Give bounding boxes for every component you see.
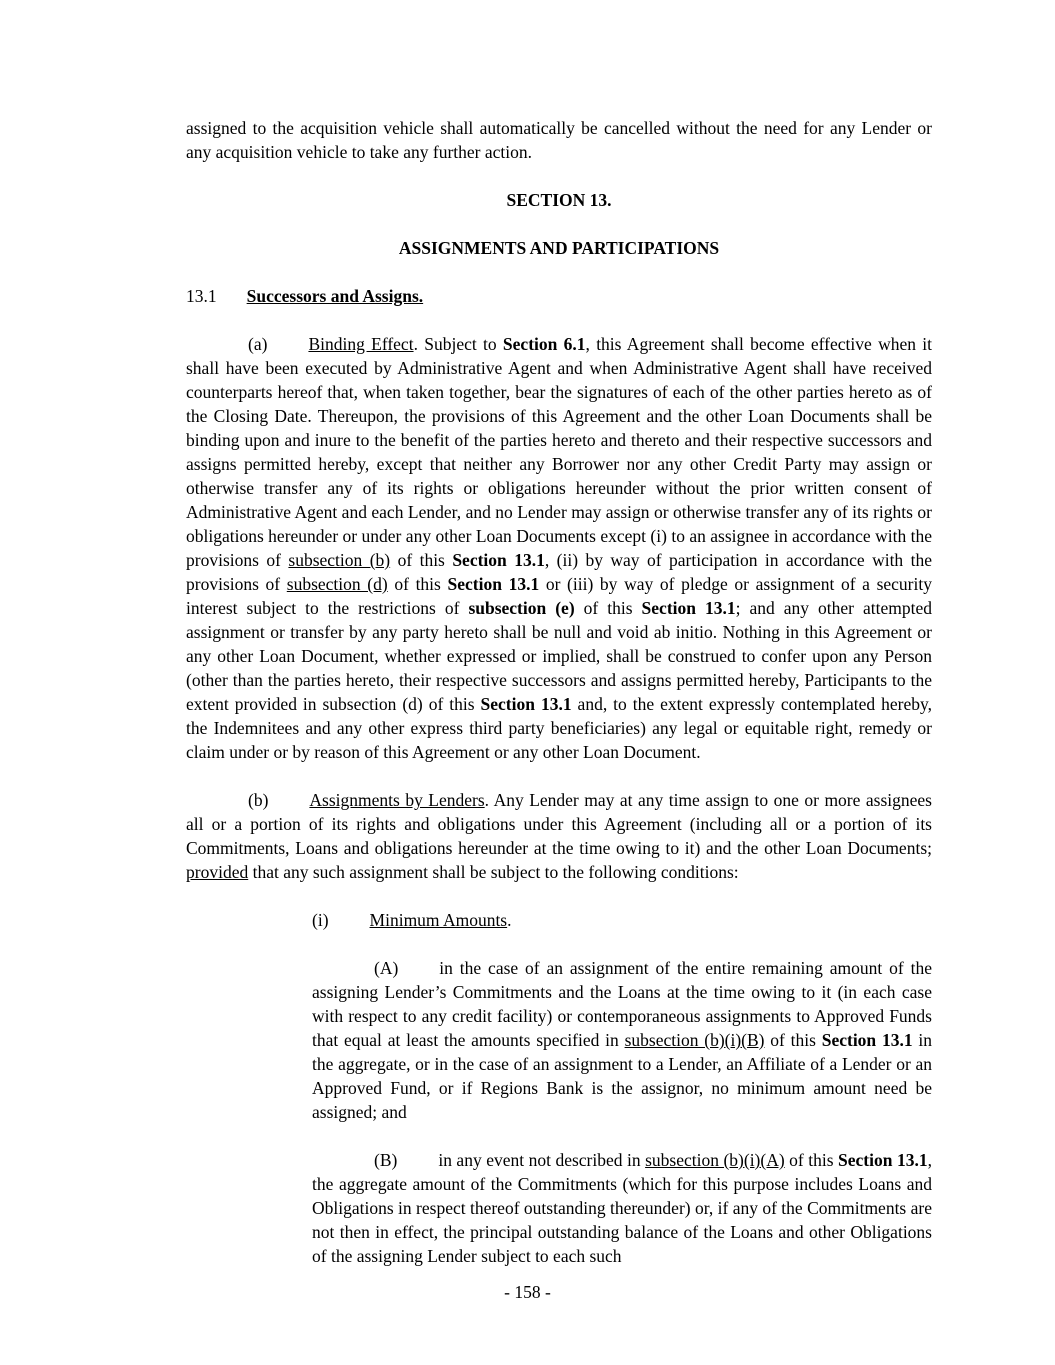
intro-paragraph: assigned to the acquisition vehicle shall automatically be cancelled without the need for any Lender or any acquisition vehicle to take any further action. bbox=[186, 118, 932, 162]
paragraph-B-minimum-amounts-case-2: (B) in any event not described in subsection (b)(i)(A) of this Section 13.1, the aggregate amount of the Commitments (which for this purpose includes Loans and Obligations in respect thereof outstanding thereunder) or, if any of the Commitments are not then in effect, the principal outstanding balance of the Loans and other Obligations of the assigning Lender subject to each such bbox=[312, 1150, 932, 1266]
paragraph-a-binding-effect: (a) Binding Effect. Subject to Section 6.1, this Agreement shall become effective when it shall have been executed by Administrative Agent and when Administrative Agent shall have received counterparts hereof that, when taken together, bear the signatures of each of the other parties hereto as of the Closing Date. Thereupon, the provisions of this Agreement and the other Loan Documents shall be binding upon and inure to the benefit of the parties hereto and thereto and their respective successors and assigns permitted hereby, except that neither any Borrower nor any other Credit Party may assign or otherwise transfer any of its rights or obligations hereunder without the prior written consent of Administrative Agent and each Lender, and no Lender may assign or otherwise transfer any of its rights or obligations hereunder or under any other Loan Documents except (i) to an assignee in accordance with the provisions of subsection (b) of this Section 13.1, (ii) by way of participation in accordance with the provisions of subsection (d) of this Section 13.1 or (iii) by way of pledge or assignment of a security interest subject to the restrictions of subsection (e) of this Section 13.1; and any other attempted assignment or transfer by any party hereto shall be null and void ab initio. Nothing in this Agreement or any other Loan Document, whether expressed or implied, shall be construed to confer upon any Person (other than the parties hereto, their respective successors and assigns permitted hereby, Participants to the extent provided in subsection (d) of this Section 13.1 and, to the extent expressly contemplated hereby, the Indemnitees and any other express third party beneficiaries) any legal or equitable right, remedy or claim under or by reason of this Agreement or any other Loan Document. bbox=[186, 334, 932, 762]
section-heading: SECTION 13. bbox=[506, 190, 612, 210]
document-body bbox=[186, 116, 932, 1292]
item-i-minimum-amounts: (i) Minimum Amounts. bbox=[312, 910, 512, 930]
page-number: - 158 - bbox=[504, 1282, 551, 1302]
paragraph-b-assignments-by-lenders: (b) Assignments by Lenders. Any Lender may at any time assign to one or more assignees all or a portion of its rights and obligations under this Agreement (including all or a portion of its Commitments, Loans and obligations hereunder at the time owing to it) and the other Loan Documents; provided that any such assignment shall be subject to the following conditions: bbox=[186, 790, 932, 882]
section-title: ASSIGNMENTS AND PARTICIPATIONS bbox=[398, 238, 720, 258]
clause-13-1-heading: 13.1 Successors and Assigns. bbox=[186, 286, 424, 306]
paragraph-A-minimum-amounts-case-1: (A) in the case of an assignment of the entire remaining amount of the assigning Lender’s Commitments and the Loans at the time owing to it (in each case with respect to any credit facility) or contemporaneous assignments to Approved Funds that equal at least the amounts specified in subsection (b)(i)(B) of this Section 13.1 in the aggregate, or in the case of an assignment to a Lender, an Affiliate of a Lender or an Approved Fund, or if Regions Bank is the assignor, no minimum amount need be assigned; and bbox=[312, 958, 932, 1122]
